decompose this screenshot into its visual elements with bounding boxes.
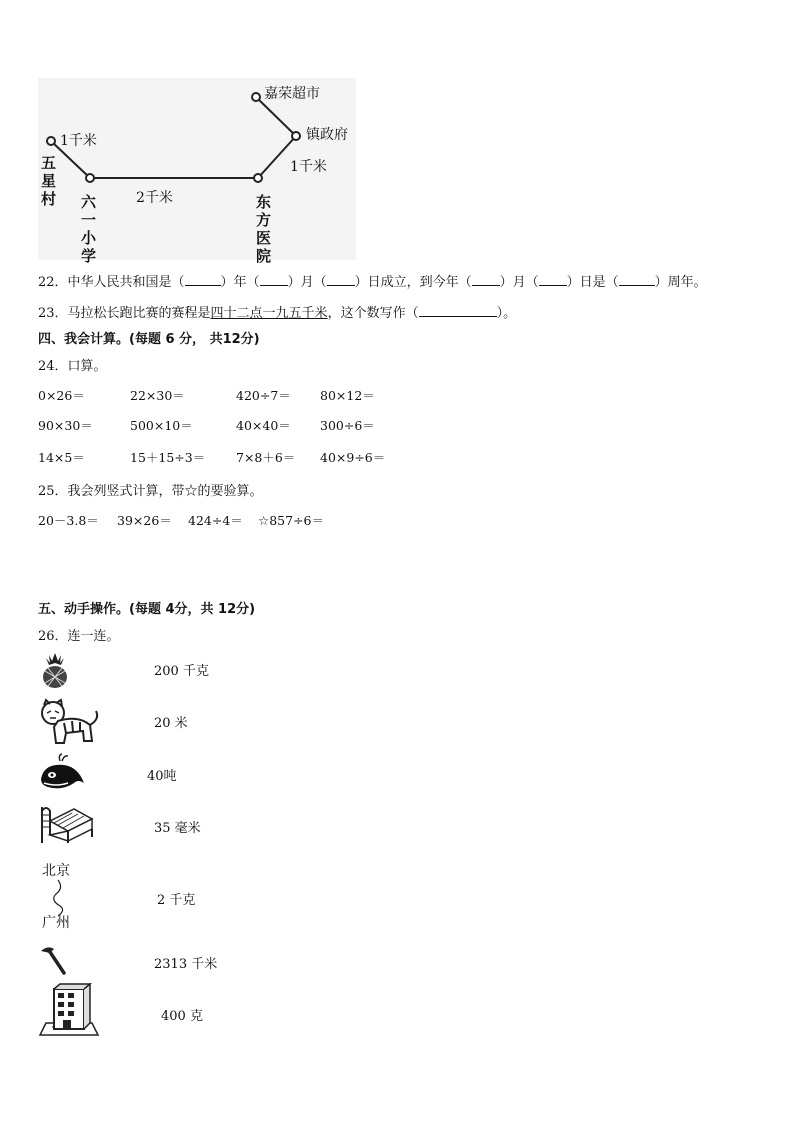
q26-answer: 40吨 bbox=[147, 769, 177, 784]
q22-blank-month[interactable] bbox=[260, 273, 288, 286]
q25-item: ☆857÷6＝ bbox=[258, 513, 324, 528]
q25-item: 39×26＝ bbox=[117, 513, 172, 528]
q22-text-1: 22．中华人民共和国是（ bbox=[38, 275, 185, 290]
q24-item: 40×9÷6＝ bbox=[320, 450, 386, 465]
school-label: 六一小学 bbox=[81, 193, 97, 265]
q23-prefix: 23．马拉松长跑比赛的赛程是 bbox=[38, 306, 211, 321]
bed-icon bbox=[38, 801, 94, 845]
village-school-distance: 1千米 bbox=[60, 133, 97, 149]
village-node bbox=[47, 137, 55, 145]
question-22 bbox=[38, 271, 707, 290]
q26-answer: 35 毫米 bbox=[154, 821, 201, 836]
q24-item: 22×30＝ bbox=[130, 388, 185, 403]
q22-blank-this-month[interactable] bbox=[539, 273, 567, 286]
q25-item: 424÷4＝ bbox=[188, 513, 243, 528]
q24-title: 24．口算。 bbox=[38, 359, 107, 374]
school-node bbox=[86, 174, 94, 182]
q25-title: 25．我会列竖式计算，带☆的要验算。 bbox=[38, 484, 263, 499]
hospital-node bbox=[254, 174, 262, 182]
section-4-heading: 四、我会计算。(每题 6 分， 共12分) bbox=[38, 332, 260, 347]
q22-text-4: ）日成立，到今年（ bbox=[354, 275, 472, 290]
q23-suffix: ）。 bbox=[496, 306, 517, 321]
nail-icon bbox=[38, 943, 68, 977]
town-gov-label: 镇政府 bbox=[306, 127, 348, 143]
hospital-gov-distance: 1千米 bbox=[290, 159, 327, 175]
question-23 bbox=[38, 302, 516, 321]
q26-answer: 2 千克 bbox=[157, 893, 196, 908]
q24-item: 7×8＋6＝ bbox=[236, 450, 296, 465]
q26-answer: 400 克 bbox=[161, 1009, 203, 1024]
q22-text-6: ）日是（ bbox=[566, 275, 619, 290]
q22-blank-year[interactable] bbox=[185, 273, 221, 286]
q23-underlined-number: 四十二点一九五千米 bbox=[210, 306, 328, 321]
town-gov-node bbox=[292, 132, 300, 140]
section-5-heading: 五、动手操作。(每题 4分，共 12分) bbox=[38, 602, 256, 617]
q23-blank[interactable] bbox=[419, 304, 497, 317]
q25-item: 20－3.8＝ bbox=[38, 513, 99, 528]
q24-item: 14×5＝ bbox=[38, 450, 85, 465]
q26-title: 26．连一连。 bbox=[38, 629, 120, 644]
q22-text-3: ）月（ bbox=[287, 275, 327, 290]
q22-blank-anniversary[interactable] bbox=[619, 273, 655, 286]
q24-item: 15＋15÷3＝ bbox=[130, 450, 206, 465]
q24-item: 300÷6＝ bbox=[320, 418, 375, 433]
q24-item: 500×10＝ bbox=[130, 418, 193, 433]
q24-item: 90×30＝ bbox=[38, 418, 93, 433]
q26-answer: 200 千克 bbox=[154, 664, 209, 679]
village-label: 五星村 bbox=[41, 154, 57, 208]
beijing-guangzhou-route-icon bbox=[38, 858, 80, 934]
route-to-label: 广州 bbox=[42, 915, 70, 931]
q24-item: 420÷7＝ bbox=[236, 388, 291, 403]
tiger-icon bbox=[38, 697, 102, 747]
whale-icon bbox=[38, 753, 86, 793]
supermarket-node bbox=[252, 93, 260, 101]
q24-item: 80×12＝ bbox=[320, 388, 375, 403]
route-map bbox=[38, 78, 356, 265]
q26-answer: 2313 千米 bbox=[154, 957, 218, 972]
supermarket-label: 嘉荣超市 bbox=[264, 86, 320, 102]
q26-answer: 20 米 bbox=[154, 716, 188, 731]
pineapple-icon bbox=[38, 651, 72, 689]
q24-item: 40×40＝ bbox=[236, 418, 291, 433]
q23-mid: ，这个数写作（ bbox=[327, 306, 419, 321]
q22-blank-day[interactable] bbox=[327, 273, 355, 286]
school-hospital-distance: 2千米 bbox=[136, 190, 173, 206]
q24-item: 0×26＝ bbox=[38, 388, 85, 403]
building-icon bbox=[38, 983, 100, 1037]
q22-blank-this-year[interactable] bbox=[472, 273, 500, 286]
q22-text-7: ）周年。 bbox=[654, 275, 707, 290]
route-from-label: 北京 bbox=[42, 863, 70, 879]
q22-text-5: ）月（ bbox=[499, 275, 539, 290]
hospital-label: 东方医院 bbox=[256, 193, 272, 265]
q22-text-2: ）年（ bbox=[220, 275, 260, 290]
